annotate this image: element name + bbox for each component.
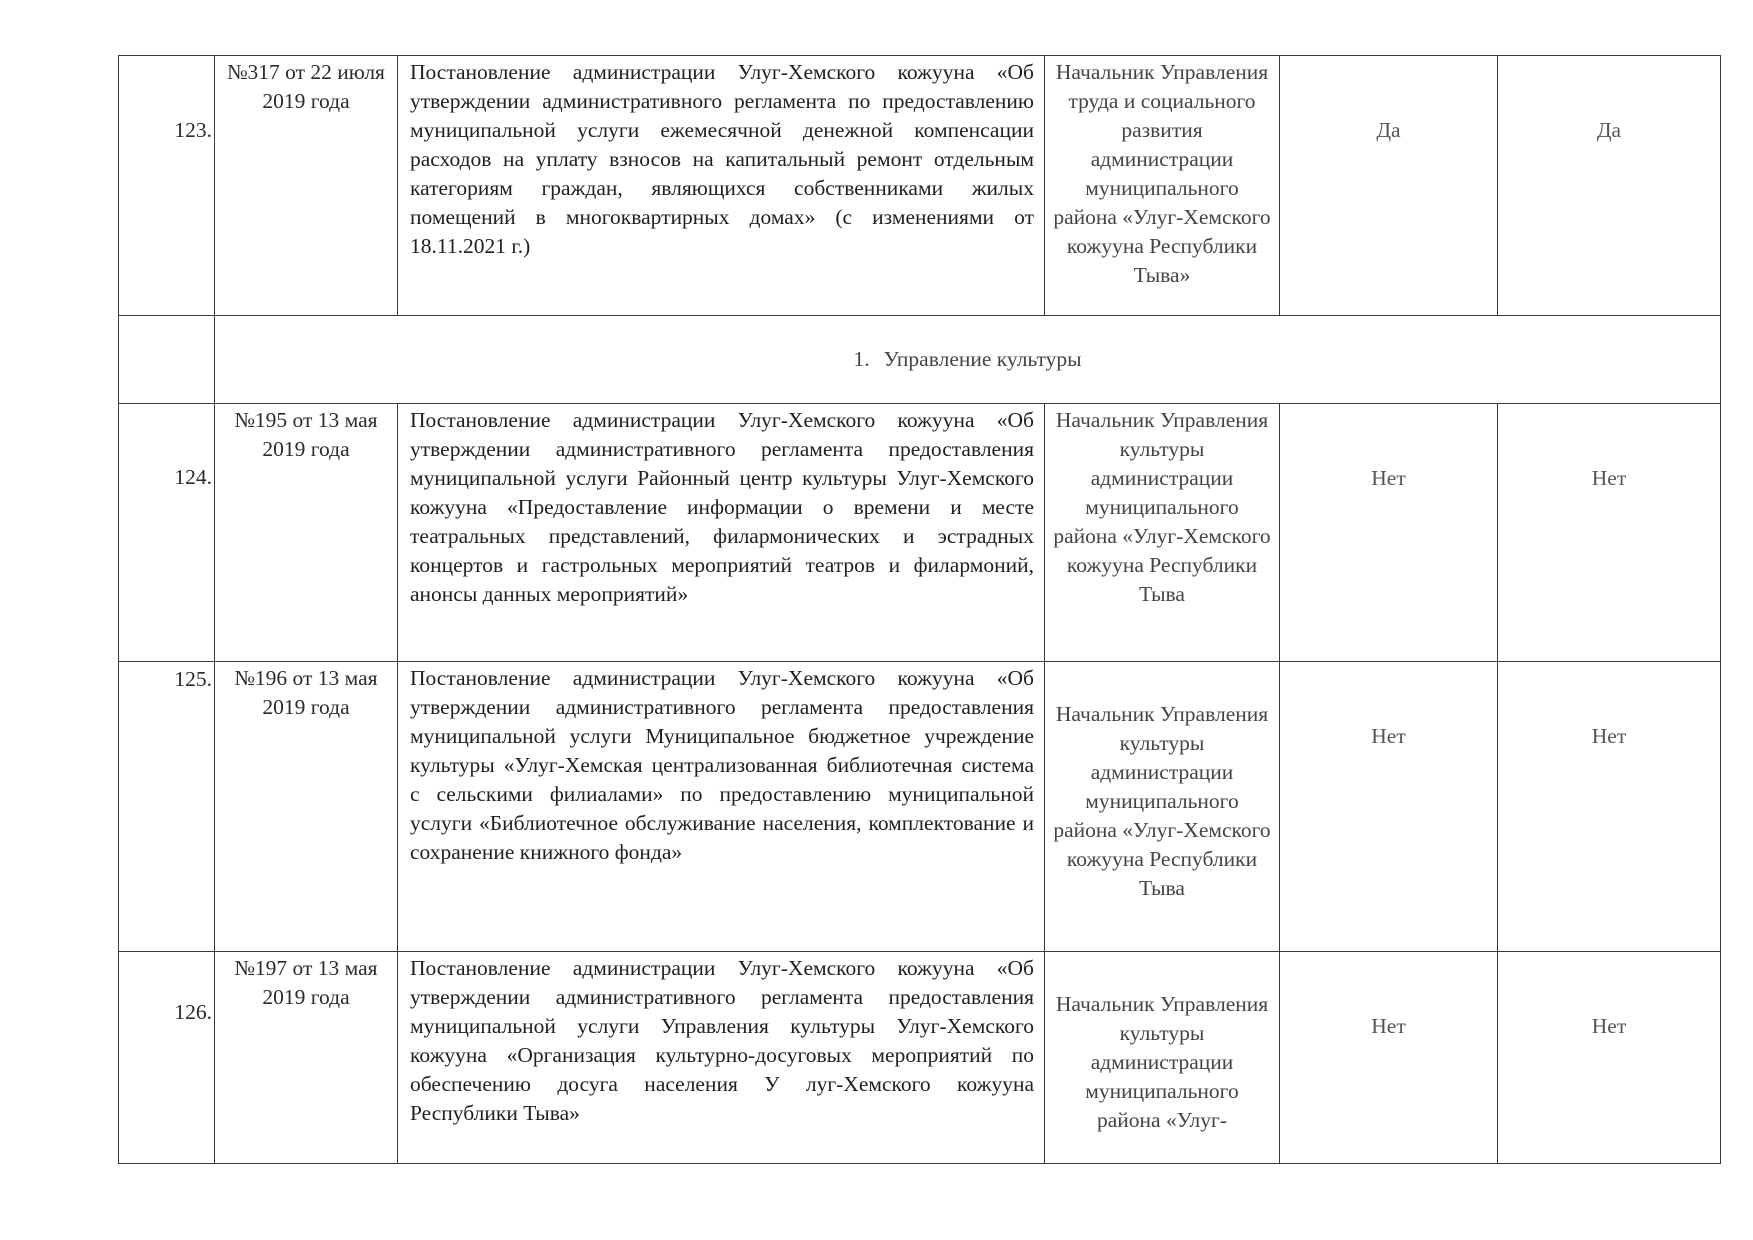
decree-title-cell: Постановление администрации Улуг-Хемского кожууна «Об утверждении административного регламента по предоставлению муниципальной услуги ежемесячной денежной компенсации расходов на уплату взносов на капитальный ремонт отдельным категориям граждан, являющихся собственниками жилых помещений в многоквартирных домах» (с изменениями от 18.11.2021 г.) — [398, 56, 1045, 316]
responsible-org-cell: Начальник Управления труда и социального развития администрации муниципального района «Улуг-Хемского кожууна Республики Тыва» — [1045, 56, 1280, 316]
table-row — [119, 662, 1721, 952]
flag-value: Да — [1596, 118, 1622, 142]
responsible-org-cell — [1045, 952, 1280, 1164]
row-number-cell — [119, 662, 215, 952]
row-number: 125. — [174, 666, 212, 691]
row-number-cell — [119, 952, 215, 1164]
org-text: Начальник Управления культуры администрации муниципального района «Улуг- — [1055, 992, 1269, 1132]
flag-cell-1 — [1280, 662, 1498, 952]
decree-date-cell: №195 от 13 мая 2019 года — [215, 404, 398, 662]
section-title: Управление культуры — [883, 347, 1082, 371]
decree-title-cell: Постановление администрации Улуг-Хемского кожууна «Об утверждении административного регламента предоставления муниципальной услуги Управления культуры Улуг-Хемского кожууна «Организация культурно-досуговых мероприятий по обеспечению досуга населения У луг-Хемского кожууна Республики Тыва» — [398, 952, 1045, 1164]
regulations-table — [118, 55, 1721, 1164]
flag-cell-2 — [1498, 56, 1721, 316]
flag-value: Нет — [1371, 1014, 1406, 1038]
responsible-org-cell: Начальник Управления культуры администрации муниципального района «Улуг-Хемского кожууна Республики Тыва — [1045, 662, 1280, 952]
decree-title-cell: Постановление администрации Улуг-Хемского кожууна «Об утверждении административного регламента предоставления муниципальной услуги Районный центр культуры Улуг-Хемского кожууна «Предоставление информации о времени и месте театральных представлений, филармонических и эстрадных концертов и гастрольных мероприятий театров и филармоний, анонсы данных мероприятий» — [398, 404, 1045, 662]
row-number: 123. — [174, 117, 212, 142]
decree-date-cell: №196 от 13 мая 2019 года — [215, 662, 398, 952]
flag-cell-1 — [1280, 952, 1498, 1164]
decree-date-cell: №317 от 22 июля 2019 года — [215, 56, 398, 316]
table-row — [119, 952, 1721, 1164]
row-number: 124. — [174, 464, 212, 489]
flag-value: Нет — [1371, 724, 1406, 748]
flag-value: Нет — [1371, 466, 1406, 490]
table-row — [119, 404, 1721, 662]
decree-date-cell: №197 от 13 мая 2019 года — [215, 952, 398, 1164]
section-title-cell — [215, 316, 1721, 404]
flag-value: Нет — [1591, 724, 1627, 748]
flag-value: Да — [1376, 118, 1401, 142]
row-number-cell — [119, 404, 215, 662]
section-header-row — [119, 316, 1721, 404]
section-empty-cell — [119, 316, 215, 404]
flag-cell-1 — [1280, 56, 1498, 316]
section-number: 1. — [853, 347, 870, 371]
row-number: 126. — [174, 999, 212, 1024]
flag-cell-2 — [1498, 662, 1721, 952]
responsible-org-cell: Начальник Управления культуры администрации муниципального района «Улуг-Хемского кожууна Республики Тыва — [1045, 404, 1280, 662]
document-page — [118, 55, 1720, 1180]
table-row — [119, 56, 1721, 316]
flag-value: Нет — [1591, 1014, 1627, 1038]
row-number-cell — [119, 56, 215, 316]
decree-title-cell: Постановление администрации Улуг-Хемского кожууна «Об утверждении административного регламента предоставления муниципальной услуги Муниципальное бюджетное учреждение культуры «Улуг-Хемская централизованная библиотечная система с сельскими филиалами» по предоставлению муниципальной услуги «Библиотечное обслуживание населения, комплектование и сохранение книжного фонда» — [398, 662, 1045, 952]
flag-cell-1 — [1280, 404, 1498, 662]
flag-value: Нет — [1591, 466, 1627, 490]
flag-cell-2 — [1498, 952, 1721, 1164]
flag-cell-2 — [1498, 404, 1721, 662]
